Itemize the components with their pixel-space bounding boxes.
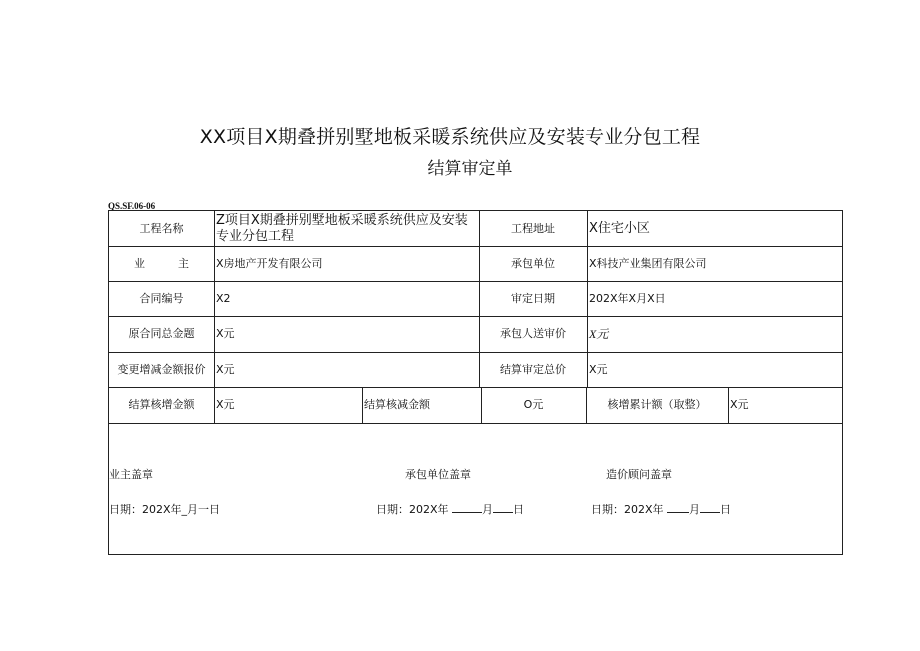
label-approved-increase: 结算核增金额 [128,398,195,411]
label-contract-no: 合同编号 [139,291,184,305]
month-blank [452,502,482,513]
owner-date: 日期：202X年_月一日 [109,503,221,516]
settlement-table [108,210,843,555]
date-year: 202X [409,503,438,516]
value-original-contract-amount: X元 [216,327,235,340]
label-contractor: 承包单位 [511,256,555,270]
date-nian: 年 [437,503,449,516]
consultant-seal-label: 造价顾问盖章 [606,468,672,481]
date-yue: 月 [689,503,701,516]
label-cumulative-increase: 核增累计额（取整） [607,398,707,411]
label-submitted-price: 承包人送审价 [500,327,566,340]
date-ri: 日 [720,503,732,516]
owner-seal-label: 业主盖章 [109,468,153,481]
contractor-seal-label: 承包单位盖章 [405,468,471,481]
label-change-amount: 变更增减金额报价 [117,362,206,376]
label-original-contract-amount: 原合同总金题 [128,327,195,340]
label-settlement-total: 结算审定总价 [500,362,566,376]
contractor-date [376,501,524,517]
day-blank [493,502,513,513]
value-approval-date: 202X年X月X日 [589,291,666,305]
value-contract-no: X2 [216,291,231,305]
date-nian: 年 [652,503,664,516]
value-project-address: X住宅小区 [589,220,650,236]
month-blank [667,502,689,513]
value-submitted-price: X元 [589,327,609,341]
date-ri: 日 [513,503,525,516]
label-project-address: 工程地址 [511,221,555,235]
value-approved-decrease: O元 [523,398,544,411]
label-approval-date: 审定日期 [511,291,555,305]
date-label: 日期： [591,503,624,516]
value-cumulative-increase: X元 [730,398,749,411]
value-change-amount: X元 [216,362,235,376]
document-subtitle: 结算审定单 [427,159,513,179]
consultant-date [591,501,731,517]
row-divider [109,423,842,424]
value-owner: X房地产开发有限公司 [216,256,323,270]
value-contractor: X科技产业集团有限公司 [589,256,707,270]
date-label: 日期： [376,503,409,516]
date-year: 202X [624,503,653,516]
value-settlement-total: X元 [589,362,608,376]
form-code: QS.SF.06-06 [108,201,156,211]
value-project-name: Z项目X期叠拼别墅地板采暖系统供应及安装专业分包工程 [216,212,468,244]
label-owner: 业 主 [134,256,189,270]
value-approved-increase: X元 [216,398,235,411]
document-title: XX项目X期叠拼别墅地板采暖系统供应及安装专业分包工程 [199,126,701,148]
label-project-name: 工程名称 [139,221,184,235]
date-yue: 月 [482,503,494,516]
label-approved-decrease: 结算核减金额 [364,398,430,411]
day-blank [700,502,720,513]
